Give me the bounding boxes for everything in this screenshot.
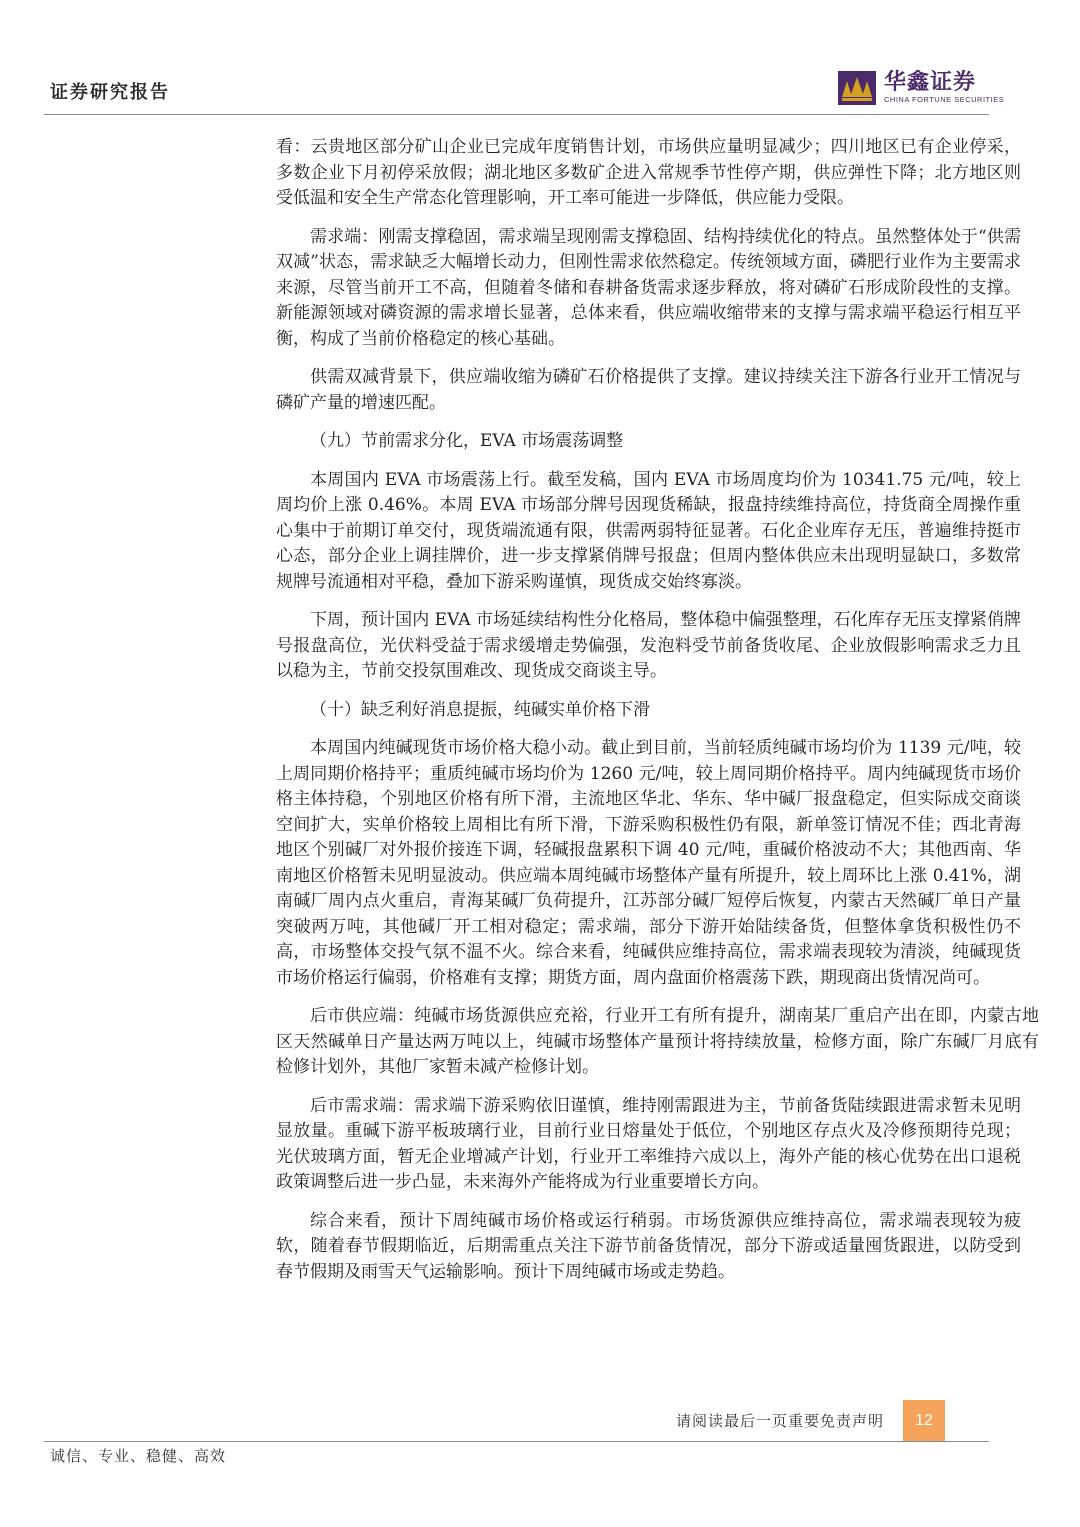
paragraph-phosphate-summary: 供需双减背景下，供应端收缩为磷矿石价格提供了支撑。建议持续关注下游各行业开工情况与磷矿产量的增速匹配。 bbox=[276, 367, 1021, 413]
paragraph-eva-outlook: 下周，预计国内 EVA 市场延续结构性分化格局，整体稳中偏强整理，石化库存无压支撑紧俏牌号报盘高位，光伏料受益于需求缓增走势偏强，发泡料受节前备货收尾、企业放假影响需求乏力且以稳为主，节前交投氛围难改、现货成交商谈主导。 bbox=[276, 610, 1021, 681]
report-body bbox=[276, 135, 1039, 1298]
logo-english-name: CHINA FORTUNE SECURITIES bbox=[884, 95, 1005, 104]
paragraph-supply-continued: 看：云贵地区部分矿山企业已完成年度销售计划，市场供应量明显减少；四川地区已有企业停采，多数企业下月初停采放假；湖北地区多数矿企进入常规季节性停产期，供应弹性下降；北方地区则受低温和安全生产常态化管理影响，开工率可能进一步降低，供应能力受限。 bbox=[276, 137, 1021, 208]
paragraph-soda-ash-outlook: 综合来看，预计下周纯碱市场价格或运行稍弱。市场货源供应维持高位，需求端表现较为疲软，随着春节假期临近，后期需重点关注下游节前备货情况，部分下游或适量囤货跟进，以防受到春节假期及雨雪天气运输影响。预计下周纯碱市场或走势趋。 bbox=[276, 1210, 1021, 1282]
paragraph-eva-market: 本周国内 EVA 市场震荡上行。截至发稿，国内 EVA 市场周度均价为 10341.75 元/吨，较上周均价上涨 0.46%。本周 EVA 市场部分牌号因现货稀缺，报盘持续维持高位，持货商全周操作重心集中于前期订单交付，现货端流通有限，供需两弱特征显著。石化企业库存无压，普遍维持挺市心态，部分企业上调挂牌价，进一步支撑紧俏牌号报盘；但周内整体供应未出现明显缺口，多数常规牌号流通相对平稳，叠加下游采购谨慎，现货成交始终寡淡。 bbox=[276, 469, 1021, 592]
section-heading-eva: （九）节前需求分化，EVA 市场震荡调整 bbox=[310, 431, 624, 451]
header-divider bbox=[44, 114, 989, 115]
footer-divider bbox=[44, 1441, 989, 1442]
logo-chinese-name: 华鑫证券 bbox=[884, 70, 977, 95]
company-logo bbox=[838, 70, 1004, 106]
china-fortune-logo-icon bbox=[838, 71, 876, 105]
page-number: 12 bbox=[903, 1400, 945, 1442]
disclaimer-notice: 请阅读最后一页重要免责声明 bbox=[676, 1412, 885, 1430]
paragraph-demand: 需求端：刚需支撑稳固，需求端呈现刚需支撑稳固、结构持续优化的特点。虽然整体处于“供需双减”状态，需求缺乏大幅增长动力，但刚性需求依然稳定。传统领域方面，磷肥行业作为主要需求来源，尽管当前开工不高，但随着冬储和春耕备货需求逐步释放，将对磷矿石形成阶段性的支撑。新能源领域对磷资源的需求增长显著，总体来看，供应端收缩带来的支撑与需求端平稳运行相互平衡，构成了当前价格稳定的核心基础。 bbox=[276, 226, 1021, 349]
section-heading-soda-ash: （十）缺乏利好消息提振，纯碱实单价格下滑 bbox=[310, 699, 650, 720]
paragraph-soda-ash-market: 本周国内纯碱现货市场价格大稳小动。截止到目前，当前轻质纯碱市场均价为 1139 元/吨，较上周同期价格持平；重质纯碱市场均价为 1260 元/吨，较上周同期价格持平。周内纯碱现货市场价格主体持稳，个别地区价格有所下滑，主流地区华北、华东、华中碱厂报盘稳定，但实际成交商谈空间扩大，实单价格较上周相比有所下滑，下游采购积极性仍有限，新单签订情况不佳；西北青海地区个别碱厂对外报价接连下调，轻碱报盘累积下调 40 元/吨，重碱价格波动不大；其他西南、华南地区价格暂未见明显波动。供应端本周纯碱市场整体产量有所提升，较上周环比上涨 0.41%，湖南碱厂周内点火重启，青海某碱厂负荷提升，江苏部分碱厂短停后恢复，内蒙古天然碱厂单日产量突破两万吨，其他碱厂开工相对稳定；需求端，部分下游开始陆续备货，但整体拿货积极性仍不高，市场整体交投气氛不温不火。综合来看，纯碱供应维持高位，需求端表现较为清淡，纯碱现货市场价格运行偏弱，价格难有支撑；期货方面，周内盘面价格震荡下跌，期现商出货情况尚可。 bbox=[276, 738, 1021, 988]
paragraph-soda-ash-supply: 后市供应端：纯碱市场货源供应充裕，行业开工有所有提升，湖南某厂重启产出在即，内蒙古地区天然碱单日产量达两万吨以上，纯碱市场整体产量预计将持续放量，检修方面，除广东碱厂月底有检修计划外，其他厂家暂未减产检修计划。 bbox=[276, 1006, 1039, 1077]
report-type-title: 证券研究报告 bbox=[50, 82, 170, 103]
paragraph-soda-ash-demand: 后市需求端：需求端下游采购依旧谨慎，维持刚需跟进为主，节前备货陆续跟进需求暂未见明显放量。重碱下游平板玻璃行业，目前行业日熔量处于低位，个别地区存点火及冷修预期待兑现；光伏玻璃方面，暂无企业增减产计划，行业开工率维持六成以上，海外产能的核心优势在出口退税政策调整后进一步凸显，未来海外产能将成为行业重要增长方向。 bbox=[276, 1095, 1021, 1192]
company-motto: 诚信、专业、稳健、高效 bbox=[50, 1447, 227, 1465]
page-header bbox=[0, 0, 1080, 116]
